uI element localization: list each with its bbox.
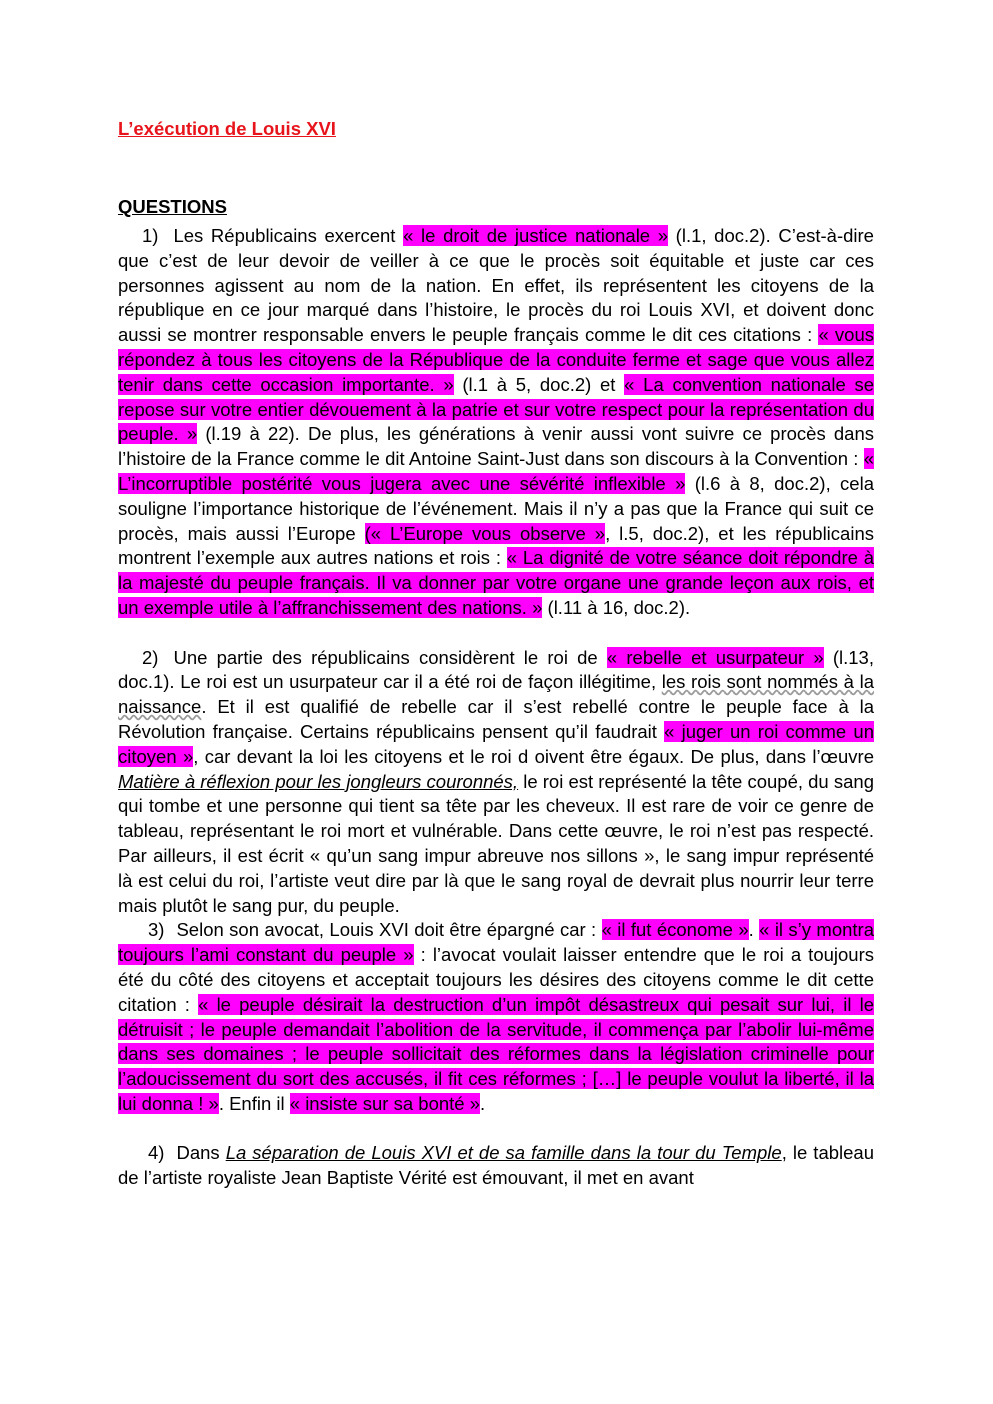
artwork-title: La séparation de Louis XVI et de sa famille dans la tour du Temple: [225, 1142, 782, 1164]
answer-1-number: 1): [142, 225, 159, 246]
answer-3: 3) Selon son avocat, Louis XVI doit être épargné car : « il fut économe ». « il s’y montra toujours l’ami constant du peuple » : l’avocat voulait laisser entendre que le roi a toujours été du côté des citoyens et acceptait toujours les désires des citoyens comme le dit cette citation : « le peuple désirait la destruction d’un impôt désastreux qui pesait sur lui, il le détruisit ; le peuple demandait l’abolition de la servitude, il commença par l’abolir lui-même dans ses domaines ; le peuple sollicitait des réformes dans la législation criminelle pour l’adoucissement du sort des accusés, il fit ces réformes ; […] le peuple voulut la liberté, il la lui donna ! ». Enfin il « insiste sur sa bonté ».: [118, 919, 874, 1114]
answer-3-number: 3): [148, 919, 165, 941]
answer-4-number: 4): [148, 1142, 165, 1164]
document-page: [118, 116, 874, 1191]
answer-1: 1) Les Républicains exercent « le droit de justice nationale » (l.1, doc.2). C’est-à-dire que c’est de leur devoir de veiller à ce que le procès soit équitable et juste car ces personnes agissent au nom de la nation. En effet, ils représentent les citoyens de la république en ce jour marqué dans l’histoire, le procès du roi Louis XVI, et doivent donc aussi se montrer responsable envers le peuple français comme le dit ces citations : « vous répondez à tous les citoyens de la République de la conduite ferme et sage que vous allez tenir dans cette occasion importante. » (l.1 à 5, doc.2) et « La convention nationale se repose sur votre entier dévouement à la patrie et sur votre respect pour la représentation du peuple. » (l.19 à 22). De plus, les générations à venir aussi vont suivre ce procès dans l’histoire de la France comme le dit Antoine Saint-Just dans son discours à la Convention : « L’incorruptible postérité vous jugera avec une sévérité inflexible » (l.6 à 8, doc.2), cela souligne l’importance historique de l’événement. Mais il n’y a pas que la France qui suit ce procès, mais aussi l’Europe (« L’Europe vous observe », l.5, doc.2), et les républicains montrent l’exemple aux autres nations et rois : « La dignité de votre séance doit répondre à la majesté du peuple français. Il va donner par votre organe une grande leçon aux rois, et un exemple utile à l’affranchissement des nations. » (l.11 à 16, doc.2).: [118, 225, 875, 618]
highlighted-quote: « rebelle et usurpateur »: [606, 646, 824, 668]
answer-4: 4) Dans La séparation de Louis XVI et de sa famille dans la tour du Temple, le tableau de l’artiste royaliste Jean Baptiste Vérité est émouvant, il met en avant: [118, 1142, 875, 1189]
highlighted-quote: « il fut économe »: [601, 919, 749, 941]
highlighted-quote: (« L’Europe vous observe »: [364, 522, 606, 544]
artwork-title: Matière à réflexion pour les jongleurs couronnés,: [118, 770, 519, 792]
answer-2-number: 2): [142, 646, 159, 668]
highlighted-quote: « il s’y montra toujours l’ami constant du peuple »: [118, 919, 874, 966]
highlighted-quote: « L’incorruptible postérité vous jugera avec une sévérité inflexible »: [118, 448, 874, 494]
highlighted-quote: « insiste sur sa bonté »: [289, 1092, 481, 1114]
highlighted-quote: « le droit de justice nationale »: [403, 225, 669, 246]
highlighted-quote: « La convention nationale se repose sur votre entier dévouement à la patrie et sur votre respect pour la représentation du peuple. »: [118, 373, 875, 445]
highlighted-quote: « vous répondez à tous les citoyens de la République de la conduite ferme et sage que vous allez tenir dans cette occasion importante. »: [118, 324, 875, 395]
answer-2: 2) Une partie des républicains considèrent le roi de « rebelle et usurpateur » (l.13, doc.1). Le roi est un usurpateur car il a été roi de façon illégitime, les rois sont nommés à la naissance. Et il est qualifié de rebelle car il s’est rebellé contre le peuple face à la Révolution française. Certains républicains pensent qu’il faudrait « juger un roi comme un citoyen », car devant la loi les citoyens et le roi d oivent être égaux. De plus, dans l’œuvre Matière à réflexion pour les jongleurs couronnés, le roi est représenté la tête coupé, du sang qui tombe et une personne qui tient sa tête par les cheveux. Il est rare de voir ce genre de tableau, représentant le roi mort et vulnérable. Dans cette œuvre, le roi n’est pas respecté. Par ailleurs, il est écrit « qu’un sang impur abreuve nos sillons », le sang impur représenté là est celui du roi, l’artiste veut dire par là que le sang royal de devrait plus nourrir leur terre mais plutôt le sang pur, du peuple.: [118, 646, 875, 916]
document-title: L’exécution de Louis XVI: [118, 118, 336, 139]
grammar-underline: les rois sont nommés à la naissance: [118, 671, 874, 718]
questions-heading: QUESTIONS: [118, 196, 227, 217]
highlighted-quote: « le peuple désirait la destruction d’un impôt désastreux qui pesait sur lui, il le détruisit ; le peuple demandait l’abolition de la servitude, il commença par l’abolir lui-même dans ses domaines ; le peuple sollicitait des réformes dans la législation criminelle pour l’adoucissement du sort des accusés, il fit ces réformes ; […] le peuple voulut la liberté, il la lui donna ! »: [118, 993, 874, 1114]
highlighted-quote: « La dignité de votre séance doit répondre à la majesté du peuple français. Il va donner par votre organe une grande leçon aux rois, et un exemple utile à l’affranchissement des nations. »: [118, 547, 874, 618]
highlighted-quote: « juger un roi comme un citoyen »: [118, 720, 874, 767]
